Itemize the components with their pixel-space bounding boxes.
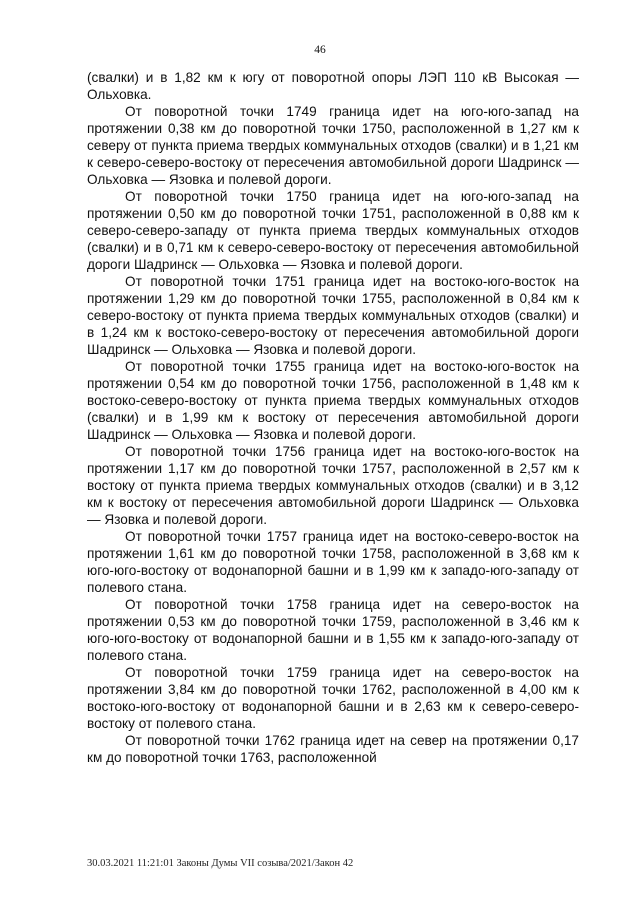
paragraph-continuation: (свалки) и в 1,82 км к югу от поворотной опоры ЛЭП 110 кВ Высокая — Ольховка. bbox=[87, 70, 579, 102]
paragraph-point-1757: От поворотной точки 1757 граница идет на востоко-северо-восток на протяжении 1,61 км до поворотной точки 1758, расположенной в 3,68 км к юго-юго-востоку от водонапорной башни и в 1,99 км к западо-юго-западу от полевого стана. bbox=[87, 529, 579, 595]
paragraph-point-1749: От поворотной точки 1749 граница идет на юго-юго-запад на протяжении 0,38 км до поворотной точки 1750, расположенной в 1,27 км к северу от пункта приема твердых коммунальных отходов (свалки) и в 1,21 км к северо-северо-востоку от пересечения автомобильной дороги Шадринск — Ольховка — Язовка и полевой дороги. bbox=[87, 104, 579, 187]
paragraph-point-1751: От поворотной точки 1751 граница идет на востоко-юго-восток на протяжении 1,29 км до поворотной точки 1755, расположенной в 0,84 км к северо-востоку от пункта приема твердых коммунальных отходов (свалки) и в 1,24 км к востоко-северо-востоку от пересечения автомобильной дороги Шадринск — Ольховка — Язовка и полевой дороги. bbox=[87, 274, 579, 357]
page-number: 46 bbox=[314, 44, 326, 56]
document-body bbox=[87, 69, 579, 766]
paragraph-point-1762: От поворотной точки 1762 граница идет на север на протяжении 0,17 км до поворотной точки 1763, расположенной bbox=[87, 733, 579, 765]
paragraph-point-1750: От поворотной точки 1750 граница идет на юго-юго-запад на протяжении 0,50 км до поворотной точки 1751, расположенной в 0,88 км к северо-северо-западу от пункта приема твердых коммунальных отходов (свалки) и в 0,71 км к северо-северо-востоку от пересечения автомобильной дороги Шадринск — Ольховка — Язовка и полевой дороги. bbox=[87, 189, 579, 272]
paragraph-point-1758: От поворотной точки 1758 граница идет на северо-восток на протяжении 0,53 км до поворотной точки 1759, расположенной в 3,46 км к юго-юго-востоку от водонапорной башни и в 1,55 км к западо-юго-западу от полевого стана. bbox=[87, 597, 579, 663]
footer-stamp: 30.03.2021 11:21:01 Законы Думы VII созыва/2021/Закон 42 bbox=[87, 858, 354, 869]
paragraph-point-1755: От поворотной точки 1755 граница идет на востоко-юго-восток на протяжении 0,54 км до поворотной точки 1756, расположенной в 1,48 км к востоко-северо-востоку от пункта приема твердых коммунальных отходов (свалки) и в 1,99 км к востоку от пересечения автомобильной дороги Шадринск — Ольховка — Язовка и полевой дороги. bbox=[87, 359, 579, 442]
paragraph-point-1756: От поворотной точки 1756 граница идет на востоко-юго-восток на протяжении 1,17 км до поворотной точки 1757, расположенной в 2,57 км к востоку от пункта приема твердых коммунальных отходов (свалки) и в 3,12 км к востоку от пересечения автомобильной дороги Шадринск — Ольховка — Язовка и полевой дороги. bbox=[87, 444, 579, 527]
paragraph-point-1759: От поворотной точки 1759 граница идет на северо-восток на протяжении 3,84 км до поворотной точки 1762, расположенной в 4,00 км к востоко-юго-востоку от водонапорной башни и в 2,63 км к северо-северо-востоку от полевого стана. bbox=[87, 665, 579, 731]
